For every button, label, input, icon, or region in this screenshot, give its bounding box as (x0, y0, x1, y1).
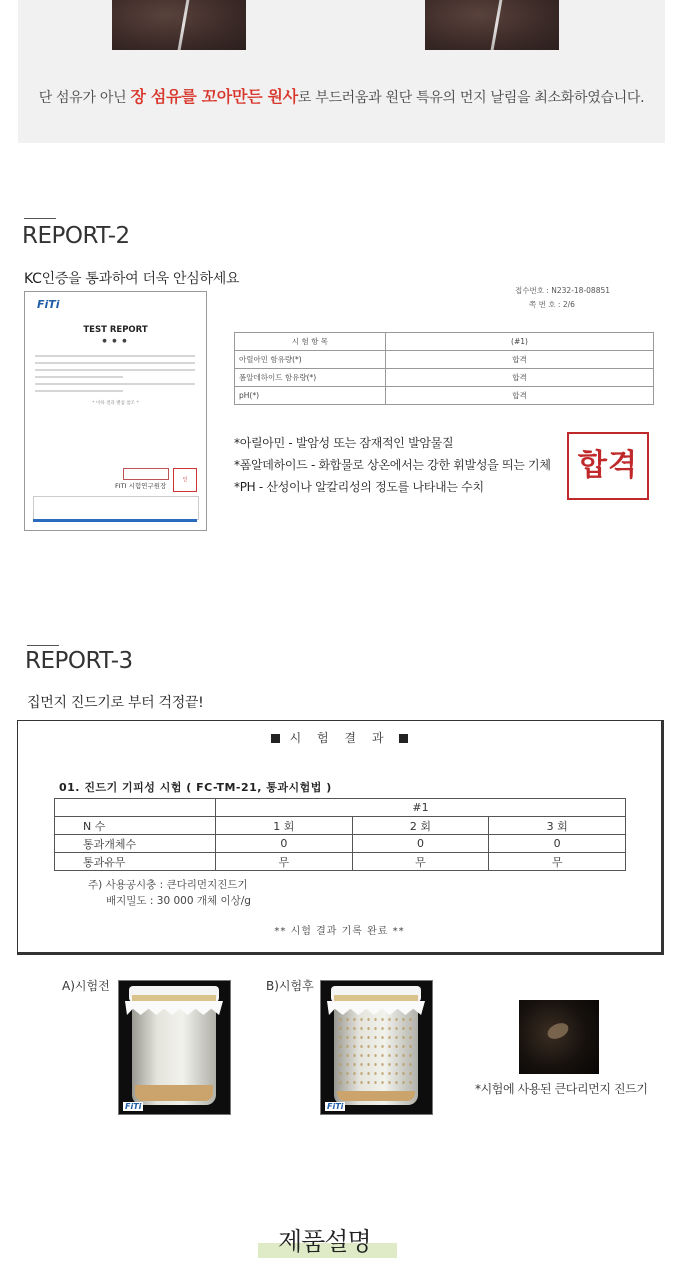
table-row (235, 387, 654, 405)
intro-section (18, 0, 665, 143)
mite-caption: *시험에 사용된 큰다리먼지 진드기 (475, 1082, 648, 1096)
page-number: 2/6 (562, 300, 575, 309)
table-cell: 무 (216, 853, 353, 871)
report2-result-table (234, 332, 654, 405)
cert-seal-icon: 인 (173, 468, 197, 492)
page-label: 쪽 번 호 : (529, 300, 561, 309)
table-row (55, 835, 626, 853)
test-name: 01. 진드기 기피성 시험 ( FC-TM-21, 통과시험법 ) (59, 781, 332, 794)
page-info (529, 299, 575, 310)
pass-stamp: 합격 (567, 432, 649, 500)
table-cell: 0 (216, 835, 353, 853)
fabric-image-left (112, 0, 246, 50)
table-cell: 0 (352, 835, 489, 853)
table-header-row (235, 333, 654, 351)
table-cell: 무 (489, 853, 626, 871)
mite-result-table (54, 798, 626, 871)
table-cell: 2 회 (352, 817, 489, 835)
cert-note: * 이하 결과 별첨 참조 * (92, 401, 139, 406)
fiti-logo: FiTi (327, 1102, 344, 1111)
table-cell: 0 (489, 835, 626, 853)
table-row (55, 853, 626, 871)
table-cell: 합격 (386, 369, 654, 387)
note-line: *아릴아민 - 발암성 또는 잠재적인 발암물질 (234, 436, 454, 450)
jar-before-photo (118, 980, 231, 1115)
note-line: *폼알데하이드 - 화합물로 상온에서는 강한 휘발성을 띄는 기체 (234, 458, 551, 472)
table-cell: 폼알데하이드 함유량(*) (235, 369, 386, 387)
test-notes (88, 877, 251, 909)
receipt-info (515, 285, 610, 296)
table-cell: pH(*) (235, 387, 386, 405)
cert-footer-bar (33, 519, 197, 522)
note-line: *PH - 산성이나 알칼리성의 정도를 나타내는 수치 (234, 480, 484, 494)
note-line: 주) 사용공시충 : 큰다리먼지진드기 (88, 879, 248, 891)
note-line: 배지밀도 : 30 000 개체 이상/g (106, 895, 251, 907)
report2-subtitle: KC인증을 통과하여 더욱 안심하세요 (24, 271, 240, 287)
receipt-number: N232-18-08851 (551, 286, 611, 295)
section-title: 제품설명 (278, 1227, 371, 1256)
table-cell: 통과개체수 (55, 835, 216, 853)
report2-title: REPORT-2 (22, 223, 130, 249)
table-cell: 합격 (386, 387, 654, 405)
result-box-header (18, 729, 661, 746)
table-cell: 아릴아민 함유량(*) (235, 351, 386, 369)
table-row (55, 799, 626, 817)
square-icon (271, 734, 280, 743)
cert-text-lines (35, 350, 195, 397)
table-row (235, 351, 654, 369)
report3-bar (27, 645, 59, 646)
table-header-cell: 시 험 항 목 (235, 333, 386, 351)
report2-notes (234, 432, 551, 498)
table-group-header: #1 (216, 799, 626, 817)
table-cell (55, 799, 216, 817)
intro-highlight: 장 섬유를 꼬아만든 원사 (130, 87, 298, 106)
before-label: A)시험전 (62, 979, 110, 993)
table-cell: 1 회 (216, 817, 353, 835)
cert-stamp-box (123, 468, 169, 480)
table-cell: 통과유무 (55, 853, 216, 871)
cert-org: FITI 시험연구원장 (115, 482, 167, 490)
cert-footer-box (33, 496, 199, 520)
table-row (55, 817, 626, 835)
report2-bar (24, 218, 56, 219)
mite-photo (519, 1000, 599, 1074)
report3-subtitle: 집먼지 진드기로 부터 걱정끝! (27, 695, 204, 711)
test-report-document (24, 291, 207, 531)
table-row (235, 369, 654, 387)
cert-title: TEST REPORT (83, 325, 148, 335)
square-icon (399, 734, 408, 743)
report3-title: REPORT-3 (25, 648, 133, 674)
table-cell: N 수 (55, 817, 216, 835)
intro-text-after: 로 부드러움과 원단 특유의 먼지 날림을 최소화하였습니다. (297, 90, 645, 106)
jar-after-photo (320, 980, 433, 1115)
after-label: B)시험후 (266, 979, 314, 993)
receipt-label: 접수번호 : (515, 286, 549, 295)
report3-result-box (17, 720, 664, 955)
intro-text-before: 단 섬유가 아닌 (38, 90, 131, 106)
fiti-logo: FiTi (37, 298, 60, 311)
result-box-title: 시 험 결 과 (289, 731, 390, 745)
fabric-image-right (425, 0, 559, 50)
result-complete-text: ** 시험 결과 기록 완료 ** (274, 926, 405, 937)
table-cell: 합격 (386, 351, 654, 369)
table-cell: 3 회 (489, 817, 626, 835)
cert-dots: ● ● ● (102, 338, 129, 344)
intro-text (0, 84, 683, 107)
fiti-logo: FiTi (125, 1102, 142, 1111)
table-cell: 무 (352, 853, 489, 871)
table-header-cell: (#1) (386, 333, 654, 351)
